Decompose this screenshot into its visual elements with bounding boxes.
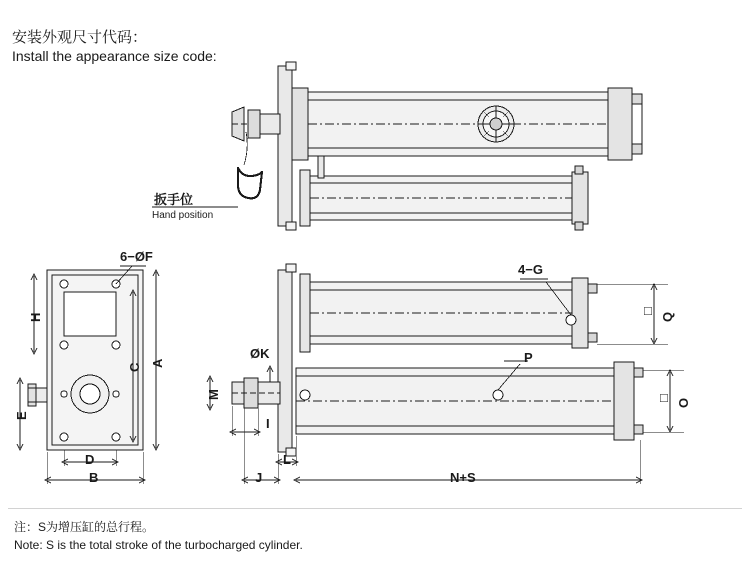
label-h: H	[28, 312, 43, 322]
title-cn: 安装外观尺寸代码：	[12, 29, 148, 46]
square-o-icon: □	[660, 390, 668, 405]
label-e: E	[14, 411, 29, 420]
label-ns: N+S	[450, 470, 476, 485]
hand-position-label-cn: 扳手位	[154, 192, 194, 207]
hand-position-label-en: Hand position	[152, 210, 214, 221]
footer-divider	[8, 508, 742, 509]
label-d: D	[85, 452, 95, 467]
label-m: M	[206, 389, 221, 400]
note-cn: 注：S为增压缸的总行程。	[14, 520, 155, 534]
label-o: O	[676, 397, 691, 408]
label-q: Q	[660, 311, 675, 322]
holes-6f-label: 6−ØF	[120, 249, 153, 264]
label-l: L	[283, 452, 291, 467]
label-i: I	[266, 416, 270, 431]
label-c: C	[127, 362, 142, 372]
title-en: Install the appearance size code:	[12, 48, 217, 64]
label-j: J	[255, 470, 263, 485]
holes-4g-label: 4−G	[518, 262, 543, 277]
label-a: A	[150, 358, 165, 368]
label-b: B	[89, 470, 99, 485]
note-en: Note: S is the total stroke of the turbocharged cylinder.	[14, 538, 303, 552]
dia-k-label: ØK	[250, 346, 270, 361]
label-p: P	[524, 350, 533, 365]
square-q-icon: □	[644, 303, 652, 318]
